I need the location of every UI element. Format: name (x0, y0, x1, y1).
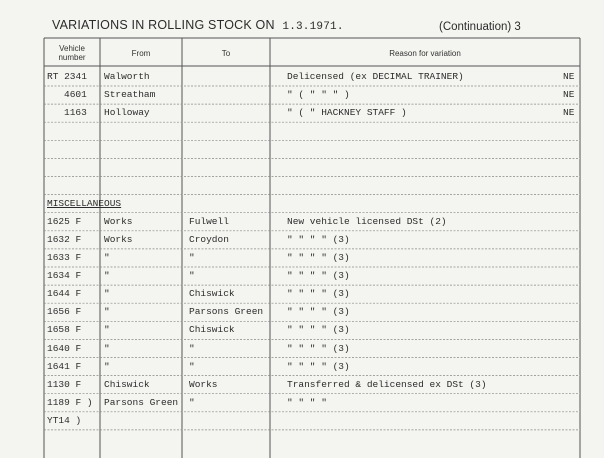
cell-to: " (189, 396, 195, 408)
cell-to: " (189, 270, 195, 282)
cell-from: " (104, 252, 110, 263)
cell-vehicle: 1633 F (47, 252, 82, 263)
cell-to: Fulwell (189, 215, 229, 227)
cell-vehicle: 1130 F (47, 378, 82, 390)
cell-from: Works (104, 233, 133, 245)
cell-to: Works (189, 378, 218, 390)
cell-vehicle: 1641 F (47, 360, 82, 372)
cell-reason: " " " " (3) (287, 306, 350, 318)
cell-to: " (189, 342, 195, 354)
cell-vehicle: 1634 F (47, 270, 82, 282)
cell-reason: Delicensed (ex DECIMAL TRAINER) (287, 71, 464, 82)
cell-reason: " " " " (287, 396, 327, 408)
cell-from: Works (104, 215, 133, 227)
cell-reason: " ( " HACKNEY STAFF ) (287, 107, 407, 119)
header-vehicle-line2: number (58, 53, 86, 62)
cell-to: Parsons Green (189, 306, 264, 318)
cell-code: NE (563, 107, 575, 119)
cell-reason: Transferred & delicensed ex DSt (3) (287, 378, 487, 390)
header-reason: Reason for variation (389, 49, 461, 58)
cell-vehicle: RT 2341 (47, 71, 87, 82)
cell-vehicle: 1656 F (47, 306, 82, 318)
header-vehicle-line1: Vehicle (59, 44, 85, 53)
cell-reason: " " " " (3) (287, 288, 350, 300)
cell-vehicle: 1163 (64, 107, 87, 119)
cell-from: " (104, 342, 110, 354)
cell-code: NE (563, 71, 575, 82)
cell-vehicle: 1189 F ) (47, 396, 93, 408)
cell-vehicle: 1632 F (47, 233, 82, 245)
cell-to: Croydon (189, 233, 229, 245)
cell-to: Chiswick (189, 288, 235, 300)
header-vehicle (44, 44, 100, 62)
cell-reason: " " " " (3) (287, 324, 350, 336)
title-date: 1.3.1971. (282, 21, 344, 33)
cell-from: Streatham (104, 89, 156, 101)
cell-to: " (189, 252, 195, 263)
cell-vehicle: 1644 F (47, 288, 82, 300)
cell-to: Chiswick (189, 324, 235, 336)
cell-from: Parsons Green (104, 396, 179, 408)
cell-vehicle: 4601 (64, 89, 87, 101)
cell-reason: " " " " (3) (287, 233, 350, 245)
cell-vehicle: MISCELLANEOUS (47, 197, 122, 209)
cell-code: NE (563, 89, 575, 101)
cell-vehicle: YT14 ) (47, 414, 82, 426)
cell-from: " (104, 324, 110, 336)
cell-from: " (104, 288, 110, 300)
cell-reason: " " " " (3) (287, 360, 350, 372)
header-to: To (221, 49, 231, 58)
cell-from: Holloway (104, 107, 150, 119)
header-from: From (131, 49, 151, 58)
cell-reason: New vehicle licensed DSt (2) (287, 215, 447, 227)
cell-from: " (104, 360, 110, 372)
cell-vehicle: 1640 F (47, 342, 82, 354)
cell-reason: " ( " " " ) (287, 89, 350, 101)
cell-to: " (189, 360, 195, 372)
cell-reason: " " " " (3) (287, 342, 350, 354)
cell-from: Walworth (104, 71, 150, 82)
cell-vehicle: 1658 F (47, 324, 82, 336)
cell-from: Chiswick (104, 378, 150, 390)
title-text: VARIATIONS IN ROLLING STOCK ON (52, 18, 275, 32)
cell-vehicle: 1625 F (47, 215, 82, 227)
cell-from: " (104, 270, 110, 282)
cell-reason: " " " " (3) (287, 270, 350, 282)
cell-from: " (104, 306, 110, 318)
cell-reason: " " " " (3) (287, 252, 350, 263)
continuation-label: (Continuation) 3 (439, 21, 521, 33)
